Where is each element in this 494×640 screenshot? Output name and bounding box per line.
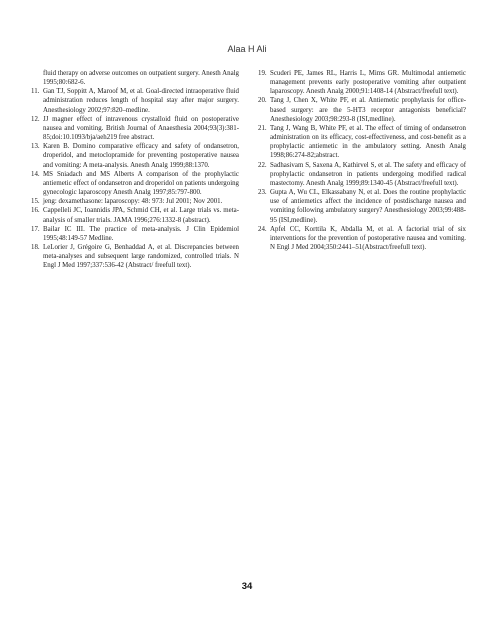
reference-item bbox=[31, 197, 239, 206]
reference-number: 15. bbox=[31, 198, 40, 206]
reference-item bbox=[31, 243, 239, 270]
reference-text: JJ magner effect of intravenous crystalloid fluid on postoperative nausea and vomiting. British Journal of Anaesthesia 2004;93(3):381-85;doi:10.1093/bja/aeh219 free abstract. bbox=[43, 115, 239, 142]
reference-item bbox=[31, 170, 239, 197]
reference-number: 14. bbox=[31, 170, 40, 178]
reference-number: 20. bbox=[258, 97, 267, 105]
reference-number: 16. bbox=[31, 207, 40, 215]
reference-number: 21. bbox=[258, 124, 267, 132]
reference-number: 13. bbox=[31, 143, 40, 151]
reference-item bbox=[258, 225, 466, 252]
reference-text: Apfel CC, Korttila K, Abdalla M, et al. A factorial trial of six interventions for the prevention of postoperative nausea and vomiting. N Engl J Med 2004;350:2441–51(Abstract/freefull text). bbox=[270, 225, 466, 251]
reference-text: Bailar IC III. The practice of meta-analysis. J Clin Epidemiol 1995;48:149-57 Medline. bbox=[43, 225, 239, 242]
reference-item bbox=[31, 206, 239, 224]
reference-number: 19. bbox=[258, 70, 267, 77]
reference-number: 11. bbox=[31, 88, 40, 96]
reference-text: Karen B. Domino comparative efficacy and safety of ondansetron, droperidol, and metoclopramide for preventing postoperative nausea and vomiting: A meta-analysis. Anesth Analg 1999;88:1370. bbox=[43, 143, 239, 169]
reference-item bbox=[31, 142, 239, 169]
reference-item bbox=[258, 188, 466, 225]
running-header: Alaa H Ali bbox=[227, 44, 267, 54]
reference-text: Tang J, Wang B, White PF, et al. The effect of timing of ondansetron administration on its efficacy, cost-effectiveness, and cost-benefit as a prophylactic antiemetic in the ambulatory setting. Anesth Analg 1998;86:274-82;abstract. bbox=[270, 124, 466, 160]
reference-text: jeng: dexamethasone: laparoscopy: 48: 973: Jul 2001; Nov 2001. bbox=[43, 198, 223, 206]
reference-text: Scuderi PE, James RL, Harris L, Mims GR. Multimodal antiemetic management prevents early postoperative vomiting after outpatient laparoscopy. Anesth Analg 2000;91:1408-14 (Abstract/freefull text). bbox=[270, 70, 466, 96]
reference-number: 12. bbox=[31, 115, 40, 123]
reference-text: fluid therapy on adverse outcomes on outpatient surgery. Anesth Analg 1995;80:682-6. bbox=[43, 70, 239, 87]
reference-text: Gan TJ, Soppitt A, Maroof M, et al. Goal-directed intraoperative fluid administration reduces length of hospital stay after major surgery. Anesthesiology 2002;97:820–medline. bbox=[43, 88, 239, 114]
page-number: 34 bbox=[241, 581, 253, 592]
reference-item bbox=[31, 225, 239, 243]
reference-item bbox=[31, 69, 239, 87]
reference-number: 18. bbox=[31, 243, 40, 251]
reference-columns bbox=[31, 69, 466, 270]
reference-column-right bbox=[258, 69, 466, 270]
reference-number: 17. bbox=[31, 225, 40, 233]
reference-item bbox=[258, 69, 466, 96]
reference-column-left bbox=[31, 69, 239, 270]
reference-number: 22. bbox=[258, 161, 267, 169]
reference-item bbox=[258, 124, 466, 161]
reference-item bbox=[31, 87, 239, 114]
reference-item bbox=[258, 161, 466, 188]
reference-item bbox=[31, 115, 239, 142]
reference-text: Tang J, Chen X, White PF, et al. Antiemetic prophylaxis for office-based surgery: are the 5-HT3 receptor antagonists beneficial? Anesthesiology 2003;98:293-8 (ISI,medline). bbox=[270, 97, 466, 123]
reference-text: Gupta A, Wu CL, Elkassabany N, et al. Does the routine prophylactic use of antiemetics affect the incidence of postdischarge nausea and vomiting following ambulatory surgery? Anesthesiology 2003;99:488-95 (ISI,medline). bbox=[270, 189, 466, 224]
reference-text: LeLorier J, Grégoire G, Benhaddad A, et al. Discrepancies between meta-analyses and subsequent large randomized, controlled trials. N Engl J Med 1997;337:536-42 (Abstract/ freefull text). bbox=[43, 243, 239, 270]
reference-text: Sadhasivam S, Saxena A, Kathirvel S, et al. The safety and efficacy of prophylactic ondansetron in patients undergoing modified radical mastectomy. Anesth Analg 1999;89:1340-45 (Abstract/freefull text). bbox=[270, 161, 466, 187]
reference-item bbox=[258, 96, 466, 123]
reference-number: 24. bbox=[258, 225, 267, 233]
reference-text: Cappelleli JC, Ioannidis JPA, Schmid CH, et al. Large trials vs. meta-analysis of smaller trials. JAMA 1996;276:1332-8 (abstract). bbox=[43, 207, 239, 224]
reference-number: 23. bbox=[258, 189, 267, 197]
reference-text: MS Sniadach and MS Alberts A comparison of the prophylactic antiemetic effect of ondansetron and droperidol on patients undergoing gynecologic laparoscopy Anesth Analg 1997;85:797-800. bbox=[43, 170, 239, 197]
